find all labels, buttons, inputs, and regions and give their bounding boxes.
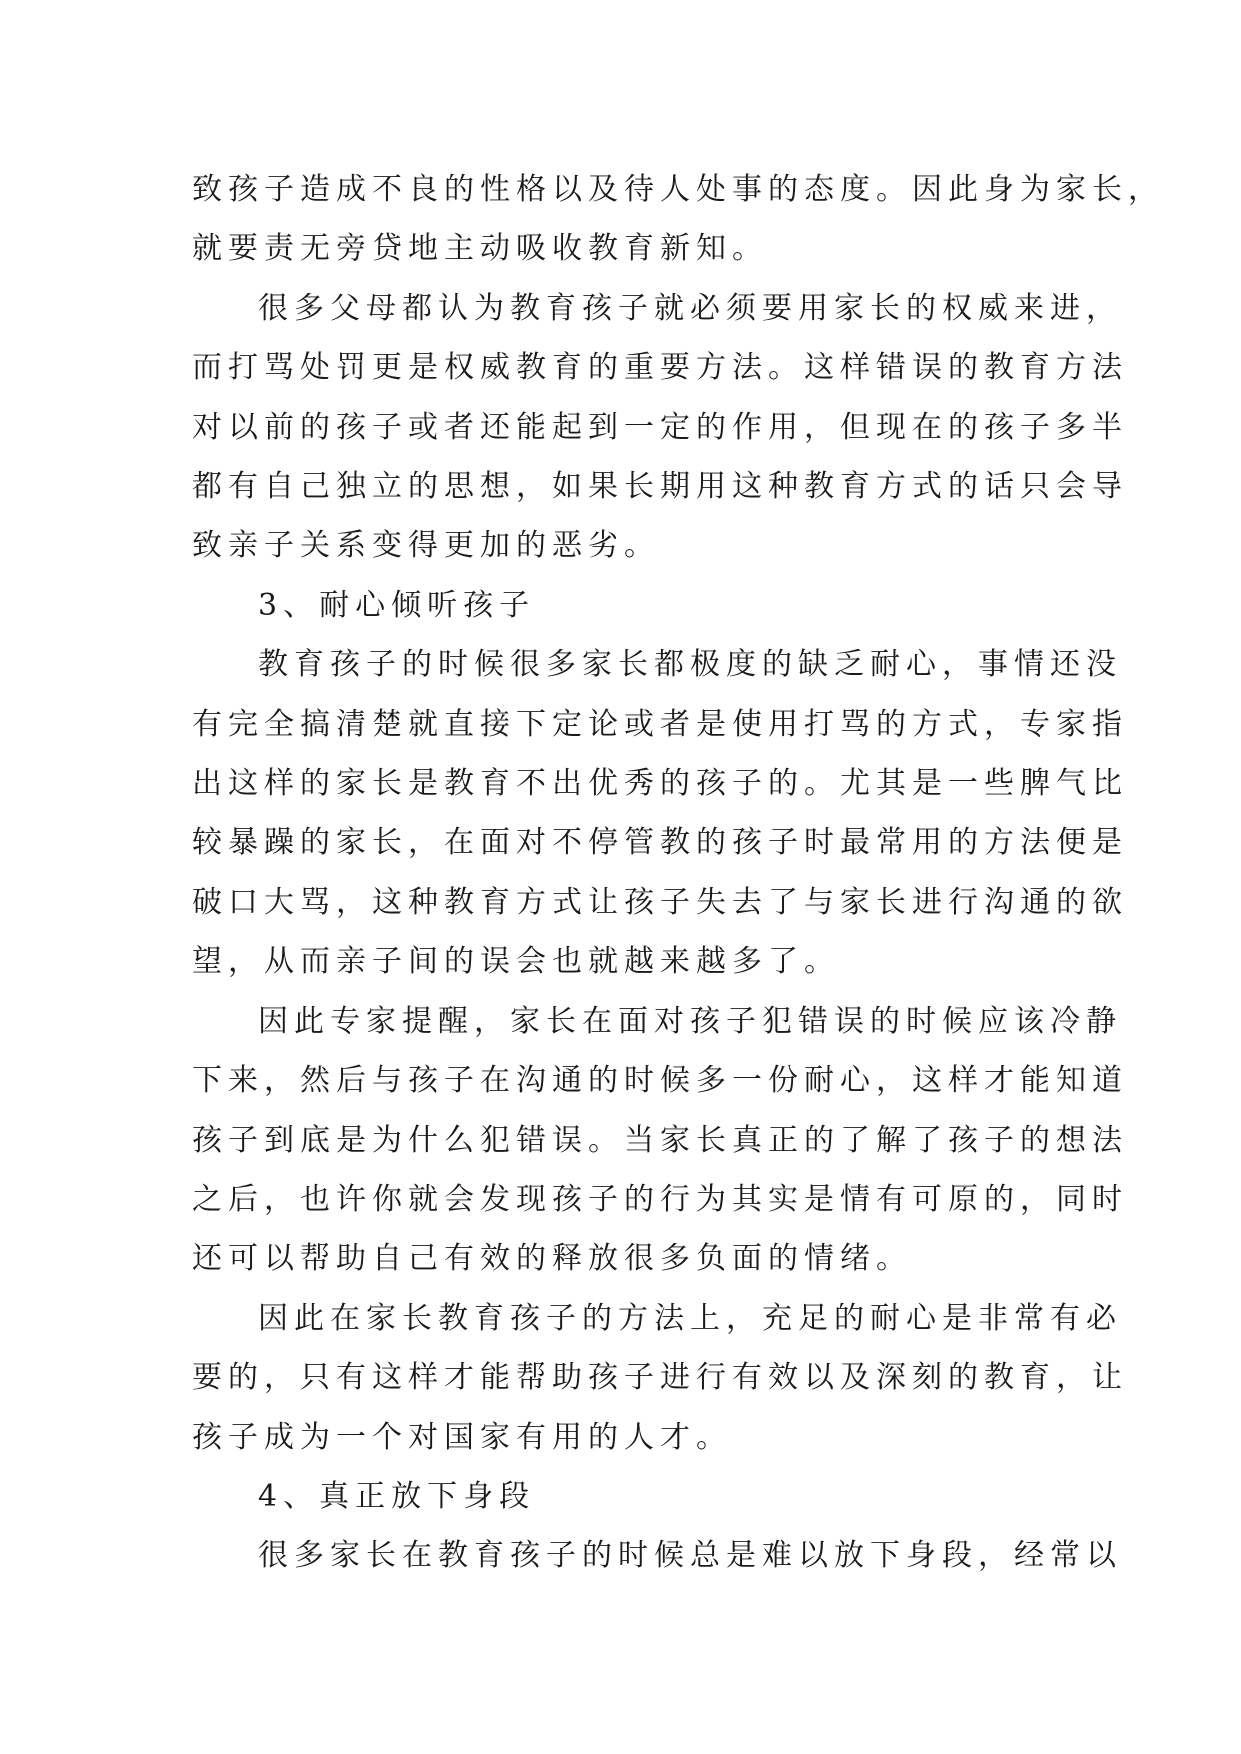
paragraph-line: 有完全搞清楚就直接下定论或者是使用打骂的方式，专家指 xyxy=(192,706,1128,742)
paragraph-first-line: 3、耐心倾听孩子 xyxy=(258,587,536,623)
paragraph-line: 破口大骂，这种教育方式让孩子失去了与家长进行沟通的欲 xyxy=(192,884,1128,920)
paragraph-first-line: 很多父母都认为教育孩子就必须要用家长的权威来进， xyxy=(258,290,1122,326)
paragraph-line: 都有自己独立的思想，如果长期用这种教育方式的话只会导 xyxy=(192,469,1128,505)
paragraph-line: 还可以帮助自己有效的释放很多负面的情绪。 xyxy=(192,1241,912,1277)
paragraph-line: 望，从而亲子间的误会也就越来越多了。 xyxy=(192,944,840,980)
paragraph-line: 要的，只有这样才能帮助孩子进行有效以及深刻的教育，让 xyxy=(192,1360,1128,1396)
paragraph-line: 对以前的孩子或者还能起到一定的作用，但现在的孩子多半 xyxy=(192,409,1128,445)
paragraph-line: 下来，然后与孩子在沟通的时候多一份耐心，这样才能知道 xyxy=(192,1063,1128,1099)
paragraph-line: 出这样的家长是教育不出优秀的孩子的。尤其是一些脾气比 xyxy=(192,766,1128,802)
paragraph-first-line: 致孩子造成不良的性格以及待人处事的态度。因此身为家长， xyxy=(192,172,1164,207)
paragraph-line: 孩子到底是为什么犯错误。当家长真正的了解了孩子的想法 xyxy=(192,1122,1128,1158)
paragraph-first-line: 教育孩子的时候很多家长都极度的缺乏耐心，事情还没 xyxy=(258,647,1122,683)
document-body xyxy=(192,160,1164,1586)
paragraph-first-line: 很多家长在教育孩子的时候总是难以放下身段，经常以 xyxy=(258,1538,1122,1574)
paragraph-line: 就要责无旁贷地主动吸收教育新知。 xyxy=(192,231,768,267)
paragraph-first-line: 因此专家提醒，家长在面对孩子犯错误的时候应该冷静 xyxy=(258,1003,1122,1039)
paragraph-line: 之后，也许你就会发现孩子的行为其实是情有可原的，同时 xyxy=(192,1181,1128,1217)
paragraph-line: 孩子成为一个对国家有用的人才。 xyxy=(192,1419,732,1455)
paragraph-first-line: 4、真正放下身段 xyxy=(258,1478,536,1514)
paragraph-line: 而打骂处罚更是权威教育的重要方法。这样错误的教育方法 xyxy=(192,350,1128,386)
paragraph-line: 较暴躁的家长，在面对不停管教的孩子时最常用的方法便是 xyxy=(192,825,1128,861)
paragraph-line: 致亲子关系变得更加的恶劣。 xyxy=(192,528,660,564)
paragraph-first-line: 因此在家长教育孩子的方法上，充足的耐心是非常有必 xyxy=(258,1300,1122,1336)
